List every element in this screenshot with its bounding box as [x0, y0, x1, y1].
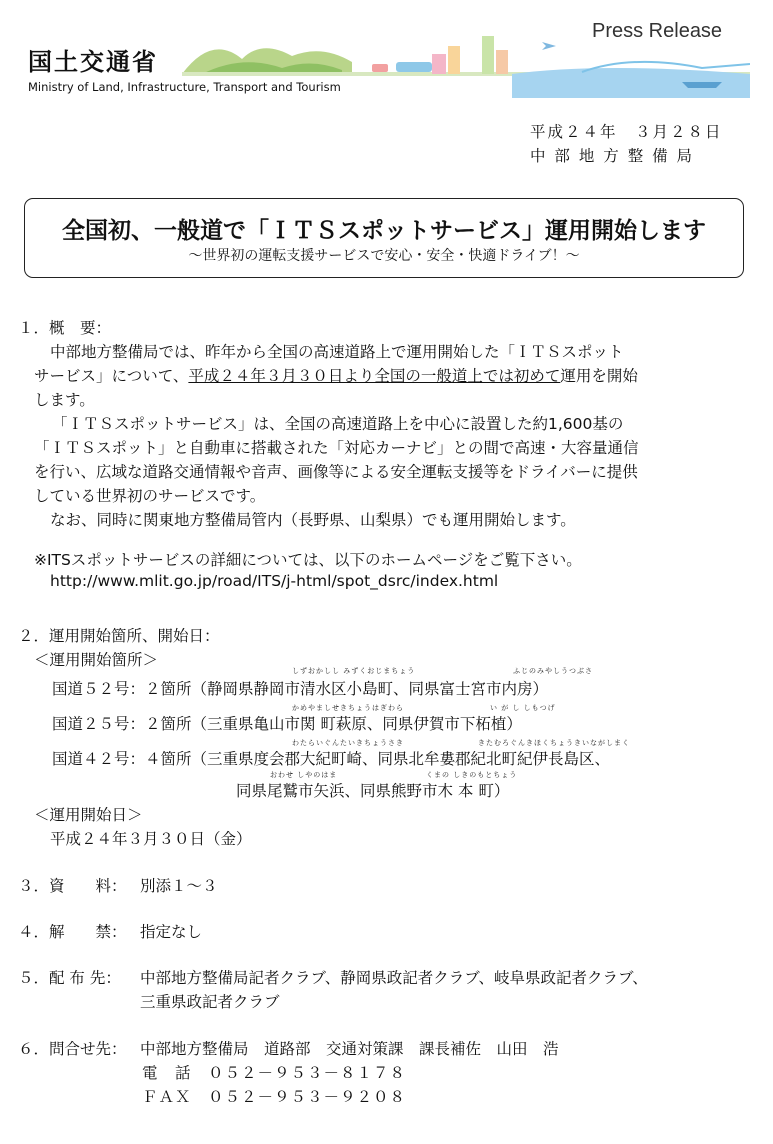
section1-highlight-date: 平成２４年３月３０日より全国の一般道上では初めて	[188, 367, 561, 385]
section5-label: ５．配 布 先：	[18, 969, 121, 987]
issuer-name: 中 部 地 方 整 備 局	[530, 147, 695, 165]
locations-label: ＜運用開始箇所＞	[34, 651, 159, 669]
route52-ruby-a: しずおかしし みずくおじまちょう	[292, 667, 416, 675]
section1-p2-line3: を行い、広域な道路交通情報や音声、画像等による安全運転支援等をドライバーに提供	[34, 463, 638, 481]
ministry-name-en: Ministry of Land, Infrastructure, Transport and Tourism	[28, 80, 341, 94]
route42-ruby-c: おわせ しやのはま	[270, 771, 338, 779]
route25-ruby-a: かめやましせきちょうはぎわら	[292, 704, 404, 712]
main-title: 全国初、一般道で「ＩＴＳスポットサービス」運用開始します	[62, 218, 706, 244]
section4-label: ４．解 禁：	[18, 923, 127, 941]
route42-ruby-a: わたらいぐんたいきちょうさき	[292, 739, 404, 747]
header-banner-illustration	[182, 34, 750, 98]
release-date: 平成２４年 ３月２８日	[530, 123, 723, 141]
release-date-block	[530, 120, 723, 168]
section1-p1-line2-a: サービス」について、	[34, 367, 189, 385]
section1-p3: なお、同時に関東地方整備局管内（長野県、山梨県）でも運用開始します。	[50, 511, 576, 529]
section4-value: 指定なし	[140, 923, 203, 941]
section3-value: 別添１～３	[140, 877, 218, 895]
subtitle: ～世界初の運転支援サービスで安心・安全・快適ドライブ！～	[188, 248, 580, 264]
start-date: 平成２４年３月３０日（金）	[50, 830, 252, 848]
contact-person: 中部地方整備局 道路部 交通対策課 課長補佐 山田 浩	[140, 1040, 559, 1058]
section1-heading: １．概 要：	[18, 319, 112, 337]
section1-p1-line1: 中部地方整備局では、昨年から全国の高速道路上で運用開始した「ＩＴＳスポット	[50, 343, 624, 361]
section1-p2-line2: 「ＩＴＳスポット」と自動車に搭載された「対応カーナビ」との間で高速・大容量通信	[34, 439, 639, 457]
section1-p2-line1: 「ＩＴＳスポットサービス」は、全国の高速道路上を中心に設置した約1,600基の	[52, 415, 624, 433]
section3-label: ３．資 料：	[18, 877, 127, 895]
its-spot-url-link[interactable]: http://www.mlit.go.jp/road/ITS/j-html/spot_dsrc/index.html	[50, 572, 499, 590]
route42-ruby-b: きたむろぐんきほくちょうきいながしまく	[478, 739, 630, 747]
section1-note: ※ITSスポットサービスの詳細については、以下のホームページをご覧下さい。	[34, 551, 582, 569]
section2-heading: ２．運用開始箇所、開始日：	[18, 627, 220, 645]
section5-value-line2: 三重県政記者クラブ	[140, 993, 280, 1011]
route42-ruby-d: くまの しきのもとちょう	[426, 771, 518, 779]
route25-location: 国道２５号：２箇所（三重県亀山市関 町萩原、同県伊賀市下柘植）	[52, 715, 522, 733]
route25-ruby-b: い が し しもつげ	[490, 704, 556, 712]
title-box	[24, 198, 744, 278]
route42-location-line2: 同県尾鷲市矢浜、同県熊野市木 本 町）	[236, 782, 510, 800]
ministry-logo-ja: 国土交通省	[28, 48, 158, 76]
section6-label: ６．問合せ先：	[18, 1040, 127, 1058]
section5-value-line1: 中部地方整備局記者クラブ、静岡県政記者クラブ、岐阜県政記者クラブ、	[140, 969, 648, 987]
contact-fax: ＦＡＸ ０５２－９５３－９２０８	[142, 1088, 407, 1106]
start-date-label: ＜運用開始日＞	[34, 806, 143, 824]
section1-p1-line3: します。	[34, 391, 95, 409]
section1-p1-line2-c: 運用を開始	[560, 367, 638, 385]
route52-location: 国道５２号：２箇所（静岡県静岡市清水区小島町、同県富士宮市内房）	[52, 680, 549, 698]
press-release-label: Press Release	[592, 20, 723, 42]
section1-p2-line4: している世界初のサービスです。	[34, 487, 266, 505]
contact-phone: 電 話 ０５２－９５３－８１７８	[142, 1064, 407, 1082]
route52-ruby-b: ふじのみやしうつぶさ	[513, 667, 593, 675]
section1-p1-line2	[34, 364, 638, 386]
route42-location-line1: 国道４２号：４箇所（三重県度会郡大紀町崎、同県北牟婁郡紀北町紀伊長島区、	[52, 750, 611, 768]
